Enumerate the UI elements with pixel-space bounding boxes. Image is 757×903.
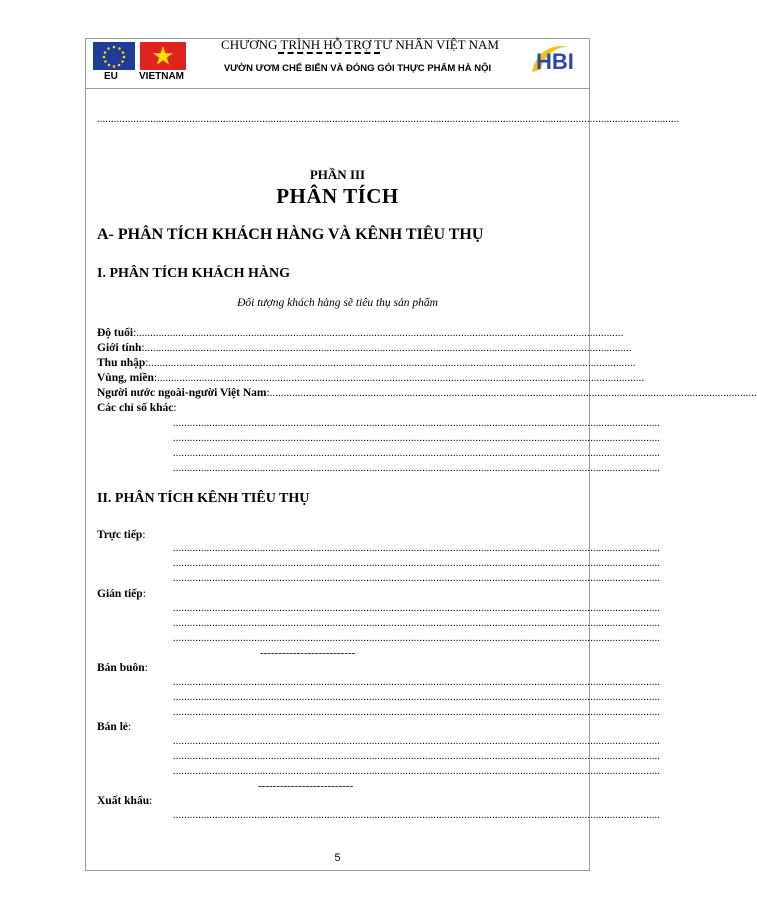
fill-line[interactable]: .............................................................................................................................................................................. [173, 736, 661, 747]
field-label: Vùng, miền [97, 372, 154, 384]
group-direct: Trực tiếp: [97, 529, 146, 541]
header-divider [278, 52, 380, 54]
field-region[interactable]: Vùng, miền:.............................................................................................................................................................................. [97, 372, 645, 384]
field-label: Các chỉ số khác [97, 402, 174, 414]
eu-flag-icon [93, 42, 135, 70]
field-fill: .............................................................................................................................................................................. [144, 343, 632, 354]
program-title: CHƯƠNG TRÌNH HỖ TRỢ TƯ NHÂN VIỆT NAM [221, 37, 499, 52]
header-rule [85, 88, 590, 89]
hbi-logo [528, 42, 582, 76]
separator: -------------------------- [260, 647, 356, 659]
section-1-heading: I. PHÂN TÍCH KHÁCH HÀNG [97, 266, 291, 281]
fill-line[interactable]: .............................................................................................................................................................................. [173, 692, 661, 703]
vietnam-flag-label: VIETNAM [139, 71, 184, 82]
section-1-subtitle[interactable]: Đối tượng khách hàng sẽ tiêu thụ sản phẩm [237, 297, 438, 309]
group-label: Bán buôn [97, 662, 145, 674]
program-subtitle: VƯỜN ƯƠM CHẾ BIẾN VÀ ĐÓNG GÓI THỰC PHẨM HÀ NỘI [223, 63, 492, 74]
logo-text: HBI [536, 49, 574, 74]
top-dotted-line: ................................................................................................................................................................................................................ [97, 114, 680, 125]
field-label: Người nước ngoài-người Việt Nam [97, 387, 267, 399]
fill-line[interactable]: .............................................................................................................................................................................. [173, 418, 661, 429]
fill-line[interactable]: .............................................................................................................................................................................. [173, 558, 661, 569]
fill-line[interactable]: .............................................................................................................................................................................. [173, 573, 661, 584]
fill-line[interactable]: .............................................................................................................................................................................. [173, 433, 661, 444]
group-wholesale: Bán buôn: [97, 662, 148, 674]
field-gender[interactable]: Giới tính:.............................................................................................................................................................................. [97, 342, 632, 354]
fill-line[interactable]: .............................................................................................................................................................................. [173, 751, 661, 762]
field-age[interactable]: Độ tuổi:.............................................................................................................................................................................. [97, 327, 624, 339]
group-indirect: Gián tiếp: [97, 588, 146, 600]
fill-line[interactable]: .............................................................................................................................................................................. [173, 448, 661, 459]
part-title: PHÂN TÍCH [276, 184, 399, 208]
group-label: Bán lẻ [97, 721, 128, 733]
field-nationality[interactable]: Người nước ngoài-người Việt Nam:.............................................................................................................................................................................. [97, 387, 757, 399]
field-fill: .............................................................................................................................................................................. [269, 388, 757, 399]
field-fill: .............................................................................................................................................................................. [136, 328, 624, 339]
group-label: Gián tiếp [97, 588, 143, 600]
field-fill: .............................................................................................................................................................................. [148, 358, 636, 369]
field-label: Thu nhập [97, 357, 146, 369]
fill-line[interactable]: .............................................................................................................................................................................. [173, 677, 661, 688]
field-fill: .............................................................................................................................................................................. [157, 373, 645, 384]
eu-flag-label: EU [104, 71, 118, 82]
section-a-heading: A- PHÂN TÍCH KHÁCH HÀNG VÀ KÊNH TIÊU THỤ [97, 226, 484, 243]
fill-line[interactable]: .............................................................................................................................................................................. [173, 463, 661, 474]
group-retail: Bán lẻ: [97, 721, 132, 733]
group-label: Trực tiếp [97, 529, 143, 541]
group-label: Xuất khẩu [97, 795, 150, 807]
fill-line[interactable]: .............................................................................................................................................................................. [173, 543, 661, 554]
fill-line[interactable]: .............................................................................................................................................................................. [173, 707, 661, 718]
fill-line[interactable]: .............................................................................................................................................................................. [173, 603, 661, 614]
fill-line[interactable]: .............................................................................................................................................................................. [173, 633, 661, 644]
field-other-indicators: Các chỉ số khác: [97, 402, 177, 414]
group-export: Xuất khẩu: [97, 795, 153, 807]
fill-line[interactable]: .............................................................................................................................................................................. [173, 766, 661, 777]
page-number: 5 [334, 852, 341, 864]
field-income[interactable]: Thu nhập:.............................................................................................................................................................................. [97, 357, 636, 369]
fill-line[interactable]: .............................................................................................................................................................................. [173, 618, 661, 629]
field-label: Giới tính [97, 342, 142, 354]
vietnam-flag-icon [140, 42, 186, 70]
section-2-heading: II. PHÂN TÍCH KÊNH TIÊU THỤ [97, 491, 310, 506]
field-label: Độ tuổi [97, 327, 134, 339]
fill-line[interactable]: .............................................................................................................................................................................. [173, 810, 661, 821]
part-label: PHẦN III [309, 167, 366, 182]
separator: -------------------------- [258, 780, 354, 792]
